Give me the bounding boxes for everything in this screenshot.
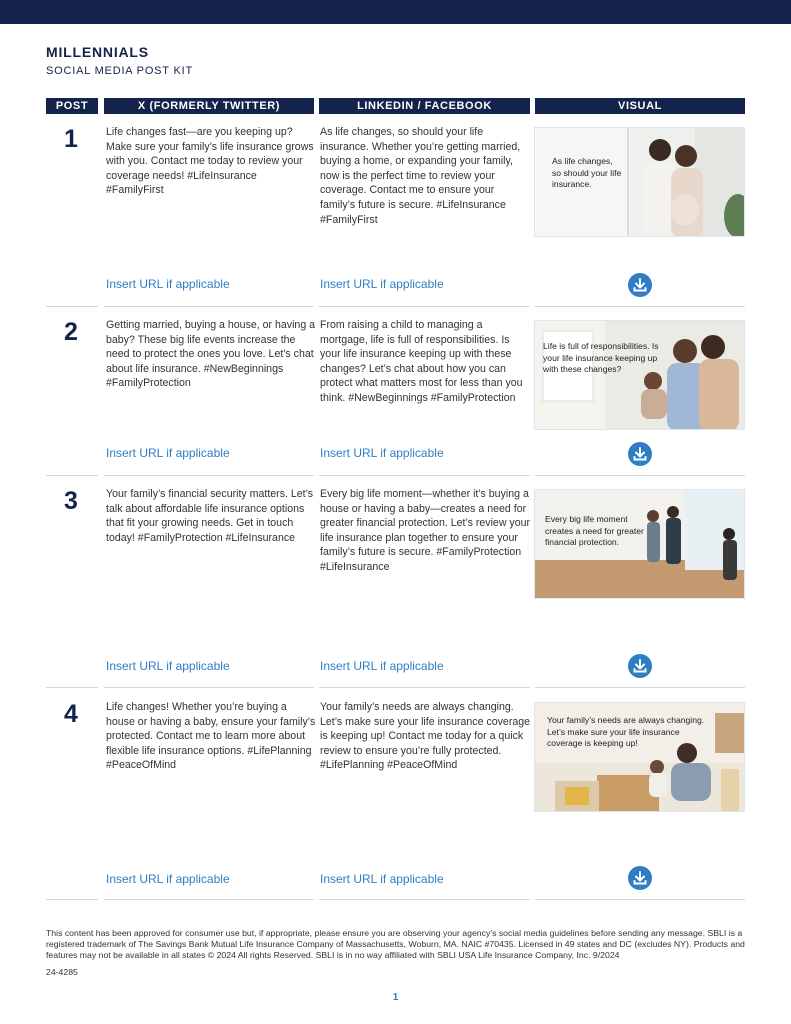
row-divider [46,899,98,900]
page-number: 1 [392,992,399,1003]
row-divider [104,899,314,900]
x-post-text: Your family’s financial security matters. Let’s talk about affordable life insurance options that fit your growing needs. Get in touch today! #FamilyProtection #LifeInsurance [106,488,314,544]
page-subtitle: SOCIAL MEDIA POST KIT [46,65,194,77]
linkedin-url-link[interactable]: Insert URL if applicable [320,659,444,673]
post-visual-image[interactable] [534,702,745,812]
linkedin-url-link[interactable]: Insert URL if applicable [320,277,444,291]
post-visual-image[interactable] [534,489,745,599]
linkedin-post-text: Your family’s needs are always changing. Let’s make sure your life insurance coverage is keeping up! Contact me today for a quick review to ensure you’re fully protected. #LifePlanning #PeaceOfMind [320,701,531,772]
post-visual-image[interactable] [534,320,745,430]
linkedin-post-text: Every big life moment—whether it’s buying a house or having a baby—creates a need for greater financial protection. Let’s review your life insurance plan together to ensure your family’s future is secure. #FamilyProtection #LifeInsurance [320,488,531,573]
linkedin-post-text: As life changes, so should your life insurance. Whether you’re getting married, buying a home, or expanding your family, now is the perfect time to review your coverage. Contact me to ensure your family’s future is secure. #LifeInsurance #FamilyFirst [320,126,521,226]
post-number: 2 [64,318,78,346]
visual-caption: Every big life moment creates a need for greater financial protection. [545,514,644,547]
visual-caption: Your family’s needs are always changing. Let’s make sure your life insurance coverage is keeping up! [547,715,705,748]
x-post-text: Getting married, buying a house, or having a baby? These big life events increase the need to protect the ones you love. Let’s chat about life insurance. #NewBeginnings #FamilyProtection [106,319,316,390]
document-code: 24-4285 [46,967,78,977]
row-divider [104,475,314,476]
post-number: 4 [64,700,78,728]
download-icon[interactable] [628,273,652,297]
post-number: 3 [64,487,78,515]
row-divider [46,475,98,476]
linkedin-post-text: From raising a child to managing a mortgage, life is full of responsibilities. Is your life insurance keeping up with these changes? Let’s chat about how you can protect what matters most for less than you think. #NewBeginnings #FamilyProtection [320,319,523,404]
row-divider [46,306,98,307]
row-divider [319,475,530,476]
column-header-linkedin: LINKEDIN / FACEBOOK [319,98,530,114]
row-divider [535,899,745,900]
visual-caption: Life is full of responsibilities. Is your life insurance keeping up with these changes? [543,341,659,374]
download-icon[interactable] [628,442,652,466]
post-number: 1 [64,125,78,153]
column-header-post: POST [46,98,98,114]
row-divider [46,687,98,688]
x-url-link[interactable]: Insert URL if applicable [106,446,230,460]
x-url-link[interactable]: Insert URL if applicable [106,277,230,291]
page-title: MILLENNIALS [46,44,149,60]
top-banner [0,0,791,24]
download-icon[interactable] [628,866,652,890]
x-post-text: Life changes! Whether you’re buying a house or having a baby, ensure your family’s protected. Contact me to learn more about flexible life insurance options. #LifePlanning #PeaceOfMind [106,701,316,772]
row-divider [319,306,530,307]
x-url-link[interactable]: Insert URL if applicable [106,659,230,673]
x-url-link[interactable]: Insert URL if applicable [106,872,230,886]
row-divider [535,687,745,688]
footer-disclaimer: This content has been approved for consumer use but, if appropriate, please ensure you are observing your agency’s social media guidelines before sending any message. SBLI is a registered trademark of The Savings Bank Mutual Life Insurance Company of Massachusetts, Woburn, MA. NAIC #70435. Licensed in 49 states and DC (excludes NY). Products and features may not be available in all states © 2024 All rights Reserved. SBLI is in no way affiliated with SBLI USA Life Insurance Company, Inc. 9/2024 [46,928,745,961]
x-post-text: Life changes fast—are you keeping up? Make sure your family’s life insurance grows with you. Contact me today to review your coverage needs! #LifeInsurance #FamilyFirst [106,126,314,197]
row-divider [535,306,745,307]
row-divider [319,899,530,900]
visual-caption: As life changes, so should your life insurance. [552,156,622,189]
download-icon[interactable] [628,654,652,678]
row-divider [319,687,530,688]
column-header-visual: VISUAL [535,98,745,114]
post-visual-image[interactable] [534,127,745,237]
column-header-x: X (FORMERLY TWITTER) [104,98,314,114]
linkedin-url-link[interactable]: Insert URL if applicable [320,446,444,460]
row-divider [104,306,314,307]
row-divider [104,687,314,688]
linkedin-url-link[interactable]: Insert URL if applicable [320,872,444,886]
row-divider [535,475,745,476]
